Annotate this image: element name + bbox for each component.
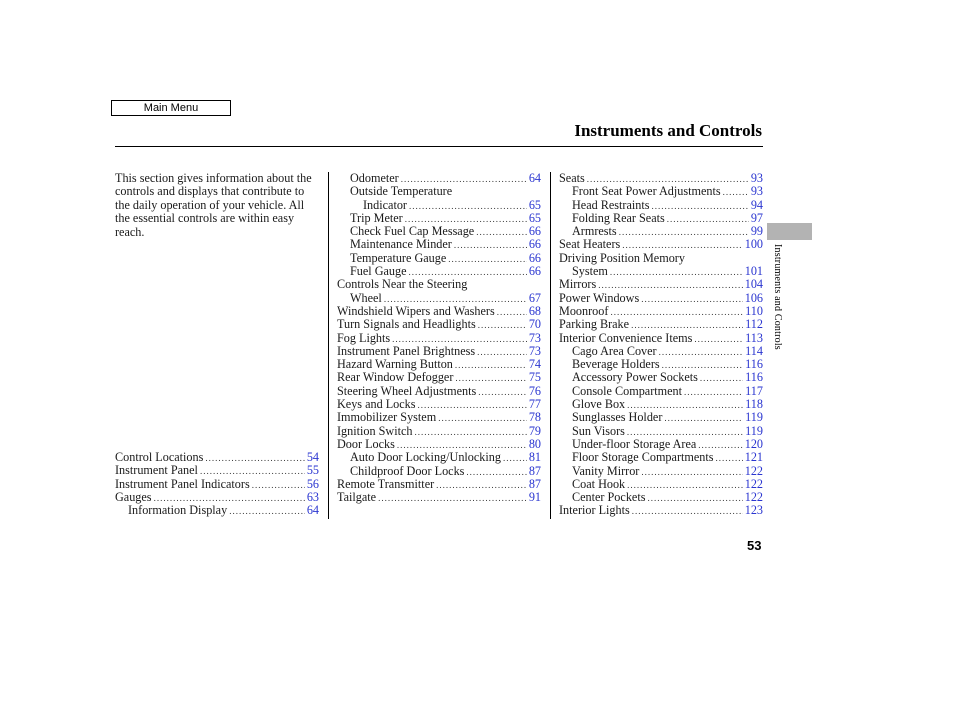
column-divider-2 [550,172,551,519]
toc-entry-label: Rear Window Defogger [337,370,454,385]
toc-entry-label: Front Seat Power Adjustments [572,184,721,199]
toc-leader-dots [610,306,743,319]
toc-entry[interactable] [115,451,319,464]
toc-page-link[interactable]: 114 [745,343,763,358]
toc-entry-label: Beverage Holders [572,357,660,372]
toc-entry[interactable] [559,358,763,371]
toc-entry[interactable] [559,385,763,398]
toc-entry[interactable] [559,238,763,251]
toc-entry[interactable] [559,398,763,411]
toc-page-link[interactable]: 74 [528,357,541,372]
toc-entry[interactable] [337,451,541,464]
toc-entry[interactable] [559,212,763,225]
toc-entry[interactable] [115,478,319,491]
toc-entry-label: Odometer [350,171,399,185]
toc-entry-label: Armrests [572,224,617,239]
toc-entry[interactable] [337,358,541,371]
toc-page-link[interactable]: 54 [306,450,319,464]
toc-entry-label: Fog Lights [337,330,391,345]
toc-page-link[interactable]: 117 [745,383,763,398]
toc-page-link[interactable]: 66 [528,264,541,279]
toc-entry[interactable] [115,504,319,517]
toc-entry[interactable] [559,371,763,384]
toc-page-link[interactable]: 119 [745,410,763,425]
toc-entry-label: Console Compartment [572,383,683,398]
toc-entry[interactable] [559,265,763,278]
toc-entry-label: Steering Wheel Adjustments [337,383,477,398]
toc-leader-dots [477,346,527,359]
toc-leader-dots [652,200,749,213]
toc-entry[interactable] [337,465,541,478]
toc-leader-dots [667,213,749,226]
toc-leader-dots [503,452,527,465]
toc-leader-dots [229,505,305,518]
toc-entry-label: Coat Hook [572,476,626,491]
toc-entry[interactable] [559,478,763,491]
section-tab [767,223,812,240]
toc-entry[interactable] [559,451,763,464]
toc-entry[interactable] [559,332,763,345]
toc-entry[interactable] [559,504,763,517]
toc-page-link[interactable]: 65 [528,197,541,212]
toc-page-link[interactable]: 73 [528,330,541,345]
column-divider-1 [328,172,329,519]
toc-entry-label: Cago Area Cover [572,343,657,358]
toc-entry-label: Turn Signals and Headlights [337,317,476,332]
toc-entry-label: Instrument Panel Brightness [337,343,476,358]
toc-page-link[interactable]: 94 [750,197,763,212]
toc-page-link[interactable]: 87 [528,463,541,478]
toc-leader-dots [659,346,744,359]
intro-paragraph [115,172,320,239]
toc-entry[interactable] [559,438,763,451]
toc-entry-label: Head Restraints [572,197,650,212]
toc-entry[interactable] [559,318,763,331]
toc-entry[interactable] [337,318,541,331]
toc-leader-dots [409,200,527,213]
toc-leader-dots [497,306,527,319]
toc-page-link[interactable]: 104 [744,277,763,292]
toc-page-link[interactable]: 93 [750,171,763,185]
toc-entry[interactable] [337,411,541,424]
toc-entry[interactable] [559,491,763,504]
toc-column-3 [559,172,763,518]
toc-page-link[interactable]: 120 [744,436,763,451]
toc-leader-dots [647,492,742,505]
toc-page-link[interactable]: 112 [745,317,763,332]
toc-leader-dots [610,266,743,279]
toc-entry-label: Seats [559,171,585,185]
toc-entry-label: Control Locations [115,450,204,464]
toc-entry-label: Check Fuel Cap Message [350,224,475,239]
toc-page-link[interactable]: 81 [528,450,541,465]
toc-leader-dots [415,426,527,439]
toc-entry-label: Maintenance Minder [350,237,452,252]
toc-column-2 [337,172,541,504]
toc-entry-label: Immobilizer System [337,410,437,425]
toc-entry[interactable] [559,345,763,358]
toc-leader-dots [436,479,527,492]
toc-entry[interactable] [115,464,319,477]
toc-leader-dots [454,239,527,252]
toc-leader-dots [252,479,305,492]
toc-page-link[interactable]: 100 [744,237,763,252]
toc-entry-label: Temperature Gauge [350,250,447,265]
toc-entry[interactable] [337,478,541,491]
toc-entry[interactable] [559,199,763,212]
toc-page-link[interactable]: 66 [528,224,541,239]
toc-entry-label: Outside Temperature [350,184,453,199]
toc-entry-label: Driving Position Memory [559,250,685,265]
toc-leader-dots [455,359,527,372]
toc-leader-dots [466,466,526,479]
toc-entry[interactable] [337,172,541,185]
toc-entry[interactable] [337,491,541,504]
toc-leader-dots [664,412,743,425]
toc-leader-dots [641,466,742,479]
page-number: 53 [747,538,762,553]
toc-entry-label: Controls Near the Steering [337,277,468,292]
toc-leader-dots [448,253,527,266]
toc-leader-dots [632,505,743,518]
toc-leader-dots [619,226,749,239]
toc-entry-label: Door Locks [337,436,395,451]
toc-page-link[interactable]: 78 [528,410,541,425]
toc-entry [559,252,763,265]
toc-page-link[interactable]: 65 [528,210,541,225]
toc-entry-label: Instrument Panel Indicators [115,476,250,491]
toc-leader-dots [641,293,743,306]
toc-page-link[interactable]: 63 [306,489,319,504]
page-title: Instruments and Controls [574,121,762,140]
toc-page-link[interactable]: 113 [745,330,763,345]
toc-entry[interactable] [559,411,763,424]
section-side-label: Instruments and Controls [772,244,783,350]
toc-entry [337,278,541,291]
toc-entry[interactable] [559,305,763,318]
toc-entry-label: Interior Convenience Items [559,330,693,345]
toc-entry[interactable] [559,172,763,185]
toc-entry[interactable] [337,238,541,251]
toc-entry[interactable] [337,425,541,438]
toc-page-link[interactable]: 106 [744,290,763,305]
toc-page-link[interactable]: 67 [528,290,541,305]
toc-page-link[interactable]: 116 [745,357,763,372]
toc-entry[interactable] [337,212,541,225]
toc-entry-label: Vanity Mirror [572,463,640,478]
toc-page-link[interactable]: 119 [745,423,763,438]
toc-page-link[interactable]: 66 [528,237,541,252]
toc-entry-label: Sunglasses Holder [572,410,663,425]
toc-entry-label: Glove Box [572,397,626,412]
toc-entry-label: Sun Visors [572,423,625,438]
toc-entry[interactable] [337,225,541,238]
toc-page-link[interactable]: 99 [750,224,763,239]
toc-leader-dots [478,386,527,399]
toc-page-link[interactable]: 70 [528,317,541,332]
toc-page-link[interactable]: 122 [744,490,763,505]
toc-entry-label: Power Windows [559,290,640,305]
toc-leader-dots [476,226,527,239]
toc-entry[interactable] [337,438,541,451]
toc-entry-label: Accessory Power Sockets [572,370,698,385]
toc-page-link[interactable]: 56 [306,476,319,491]
toc-entry[interactable] [337,265,541,278]
toc-page-link[interactable]: 116 [745,370,763,385]
toc-leader-dots [700,372,743,385]
toc-entry[interactable] [337,292,541,305]
toc-leader-dots [205,452,304,465]
toc-page-link[interactable]: 122 [744,463,763,478]
toc-page-link[interactable]: 121 [744,450,763,465]
toc-entry-label: Interior Lights [559,503,630,518]
toc-leader-dots [723,186,749,199]
toc-entry-label: Keys and Locks [337,397,416,412]
toc-entry-label: Seat Heaters [559,237,621,252]
toc-page-link[interactable]: 87 [528,476,541,491]
toc-entry[interactable] [559,425,763,438]
toc-page-link[interactable]: 64 [528,171,541,185]
toc-page-link[interactable]: 80 [528,436,541,451]
toc-entry-label: Fuel Gauge [350,264,407,279]
toc-leader-dots [694,333,743,346]
toc-page-link[interactable]: 66 [528,250,541,265]
toc-entry-label: Tailgate [337,490,377,505]
main-menu-button[interactable]: Main Menu [111,100,231,116]
toc-page-link[interactable]: 101 [744,264,763,279]
toc-page-link[interactable]: 73 [528,343,541,358]
toc-entry[interactable] [337,398,541,411]
toc-page-link[interactable]: 91 [528,490,541,505]
toc-page-link[interactable]: 55 [306,463,319,478]
toc-entry[interactable] [337,371,541,384]
toc-page-link[interactable]: 76 [528,383,541,398]
toc-page-link[interactable]: 123 [744,503,763,518]
header-divider [115,146,763,147]
toc-entry[interactable] [115,491,319,504]
toc-entry-label: System [572,264,608,279]
toc-leader-dots [478,319,527,332]
toc-page-link[interactable]: 75 [528,370,541,385]
toc-entry-label: Mirrors [559,277,597,292]
toc-page-link[interactable]: 97 [750,210,763,225]
toc-entry-label: Wheel [350,290,382,305]
toc-entry[interactable] [337,199,541,212]
toc-page-link[interactable]: 122 [744,476,763,491]
toc-page-link[interactable]: 64 [306,503,319,518]
toc-entry-label: Gauges [115,489,152,504]
intro-text: This section gives information about the controls and displays that contribute to the daily operation of your vehicle. All the essential controls are within easy reach. [115,171,312,239]
toc-entry-label: Auto Door Locking/Unlocking [350,450,501,465]
toc-page-link[interactable]: 68 [528,303,541,318]
toc-page-link[interactable]: 93 [750,184,763,199]
toc-entry-label: Center Pockets [572,490,646,505]
toc-entry-label: Indicator [363,197,407,212]
toc-entry[interactable] [337,305,541,318]
toc-entry-label: Folding Rear Seats [572,210,665,225]
toc-entry[interactable] [559,465,763,478]
toc-leader-dots [378,492,527,505]
toc-entry-label: Floor Storage Compartments [572,450,714,465]
toc-entry-label: Hazard Warning Button [337,357,453,372]
toc-entry[interactable] [337,345,541,358]
toc-entry-label: Childproof Door Locks [350,463,465,478]
toc-column-1 [115,451,319,517]
toc-entry-label: Remote Transmitter [337,476,435,491]
toc-page-link[interactable]: 77 [528,397,541,412]
toc-entry[interactable] [337,385,541,398]
toc-entry-label: Parking Brake [559,317,630,332]
toc-entry-label: Under-floor Storage Area [572,436,697,451]
toc-leader-dots [684,386,743,399]
toc-entry-label: Ignition Switch [337,423,413,438]
toc-entry[interactable] [337,332,541,345]
toc-page-link[interactable]: 118 [745,397,763,412]
toc-entry[interactable] [559,292,763,305]
toc-entry [337,185,541,198]
toc-page-link[interactable]: 110 [745,303,763,318]
toc-leader-dots [716,452,743,465]
toc-entry[interactable] [559,185,763,198]
toc-entry-label: Instrument Panel [115,463,198,478]
toc-page-link[interactable]: 79 [528,423,541,438]
toc-entry-label: Moonroof [559,303,609,318]
toc-leader-dots [438,412,527,425]
toc-entry-label: Windshield Wipers and Washers [337,303,495,318]
toc-entry[interactable] [559,225,763,238]
toc-entry-label: Trip Meter [350,210,403,225]
toc-entry[interactable] [337,252,541,265]
toc-entry[interactable] [559,278,763,291]
toc-entry-label: Information Display [128,503,228,518]
